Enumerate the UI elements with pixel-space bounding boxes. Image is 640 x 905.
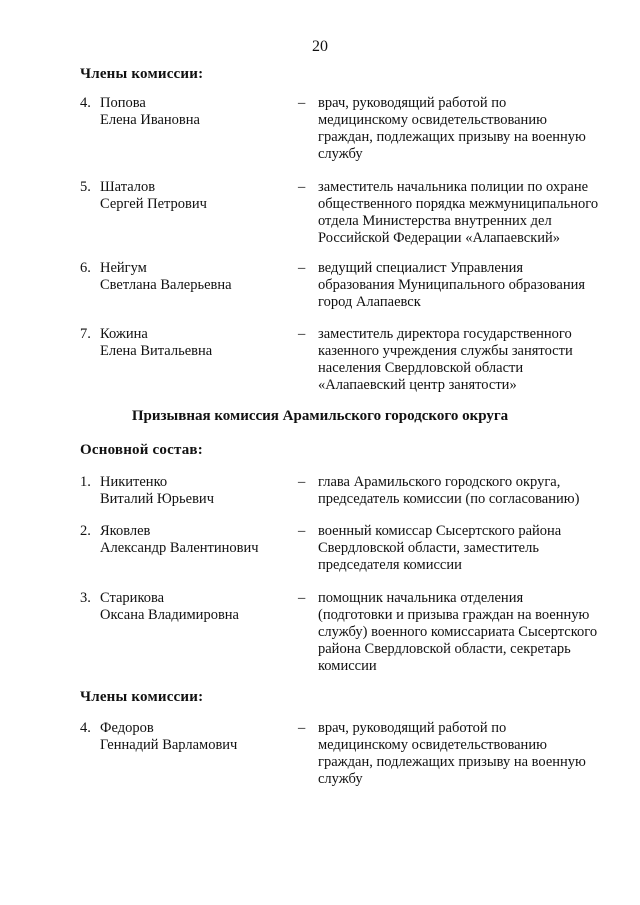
member-name <box>100 326 290 360</box>
dash: – <box>298 179 306 195</box>
position-line: глава Арамильского городского округа, <box>318 474 561 490</box>
given-names: Александр Валентинович <box>100 540 259 556</box>
dash: – <box>298 523 306 539</box>
position-line: (подготовки и призыва граждан на военную <box>318 607 590 623</box>
surname: Федоров <box>100 720 154 736</box>
surname: Никитенко <box>100 474 168 490</box>
member-name <box>100 179 290 213</box>
position-line: отдела Министерства внутренних дел <box>318 213 552 229</box>
surname: Старикова <box>100 590 165 606</box>
surname: Шаталов <box>100 179 156 195</box>
given-names: Елена Витальевна <box>100 343 213 359</box>
member-name <box>100 260 290 294</box>
position-line: Российской Федерации «Алапаевский» <box>318 230 561 246</box>
surname: Попова <box>100 95 146 111</box>
position-line: общественного порядка межмуниципального <box>318 196 599 212</box>
surname: Кожина <box>100 326 148 342</box>
position-line: медицинскому освидетельствованию <box>318 112 547 128</box>
position-line: казенного учреждения службы занятости <box>318 343 573 359</box>
members-heading: Члены комиссии: <box>80 689 204 705</box>
given-names: Елена Ивановна <box>100 112 200 128</box>
entry-number: 4. <box>80 95 91 111</box>
entry-number: 6. <box>80 260 91 276</box>
dash: – <box>298 720 306 736</box>
dash: – <box>298 474 306 490</box>
position-line: образования Муниципального образования <box>318 277 586 293</box>
position-line: граждан, подлежащих призыву на военную <box>318 129 586 145</box>
surname: Нейгум <box>100 260 147 276</box>
entry-number: 7. <box>80 326 91 342</box>
member-name <box>100 720 290 754</box>
position-line: заместитель начальника полиции по охране <box>318 179 589 195</box>
position-line: помощник начальника отделения <box>318 590 524 606</box>
member-position <box>318 590 608 675</box>
position-line: службу <box>318 771 363 787</box>
surname: Яковлев <box>100 523 151 539</box>
dash: – <box>298 590 306 606</box>
dash: – <box>298 326 306 342</box>
entry-number: 4. <box>80 720 91 736</box>
position-line: врач, руководящий работой по <box>318 95 507 111</box>
member-name <box>100 95 290 129</box>
position-line: службу) военного комиссариата Сысертского <box>318 624 598 640</box>
member-name <box>100 523 290 557</box>
given-names: Светлана Валерьевна <box>100 277 232 293</box>
position-line: населения Свердловской области <box>318 360 524 376</box>
entry-number: 5. <box>80 179 91 195</box>
dash: – <box>298 95 306 111</box>
member-position <box>318 474 608 508</box>
entry-number: 1. <box>80 474 91 490</box>
position-line: председатель комиссии (по согласованию) <box>318 491 580 507</box>
main-composition-heading: Основной состав: <box>80 442 203 458</box>
position-line: района Свердловской области, секретарь <box>318 641 571 657</box>
member-position <box>318 326 608 394</box>
member-name <box>100 590 290 624</box>
position-line: заместитель директора государственного <box>318 326 572 342</box>
given-names: Оксана Владимировна <box>100 607 239 623</box>
given-names: Сергей Петрович <box>100 196 207 212</box>
position-line: службу <box>318 146 363 162</box>
position-line: город Алапаевск <box>318 294 421 310</box>
position-line: военный комиссар Сысертского района <box>318 523 562 539</box>
member-position <box>318 720 608 788</box>
position-line: граждан, подлежащих призыву на военную <box>318 754 586 770</box>
section-title: Призывная комиссия Арамильского городского округа <box>131 408 509 424</box>
member-position <box>318 95 608 163</box>
dash: – <box>298 260 306 276</box>
position-line: медицинскому освидетельствованию <box>318 737 547 753</box>
given-names: Виталий Юрьевич <box>100 491 214 507</box>
member-name <box>100 474 290 508</box>
entry-number: 3. <box>80 590 91 606</box>
position-line: «Алапаевский центр занятости» <box>318 377 517 393</box>
position-line: комиссии <box>318 658 377 674</box>
member-position <box>318 523 608 574</box>
position-line: врач, руководящий работой по <box>318 720 507 736</box>
entry-number: 2. <box>80 523 91 539</box>
position-line: председателя комиссии <box>318 557 462 573</box>
page-number: 20 <box>312 38 328 55</box>
given-names: Геннадий Варламович <box>100 737 238 753</box>
position-line: ведущий специалист Управления <box>318 260 524 276</box>
member-position <box>318 260 608 311</box>
members-heading: Члены комиссии: <box>80 66 204 82</box>
position-line: Свердловской области, заместитель <box>318 540 539 556</box>
member-position <box>318 179 608 247</box>
